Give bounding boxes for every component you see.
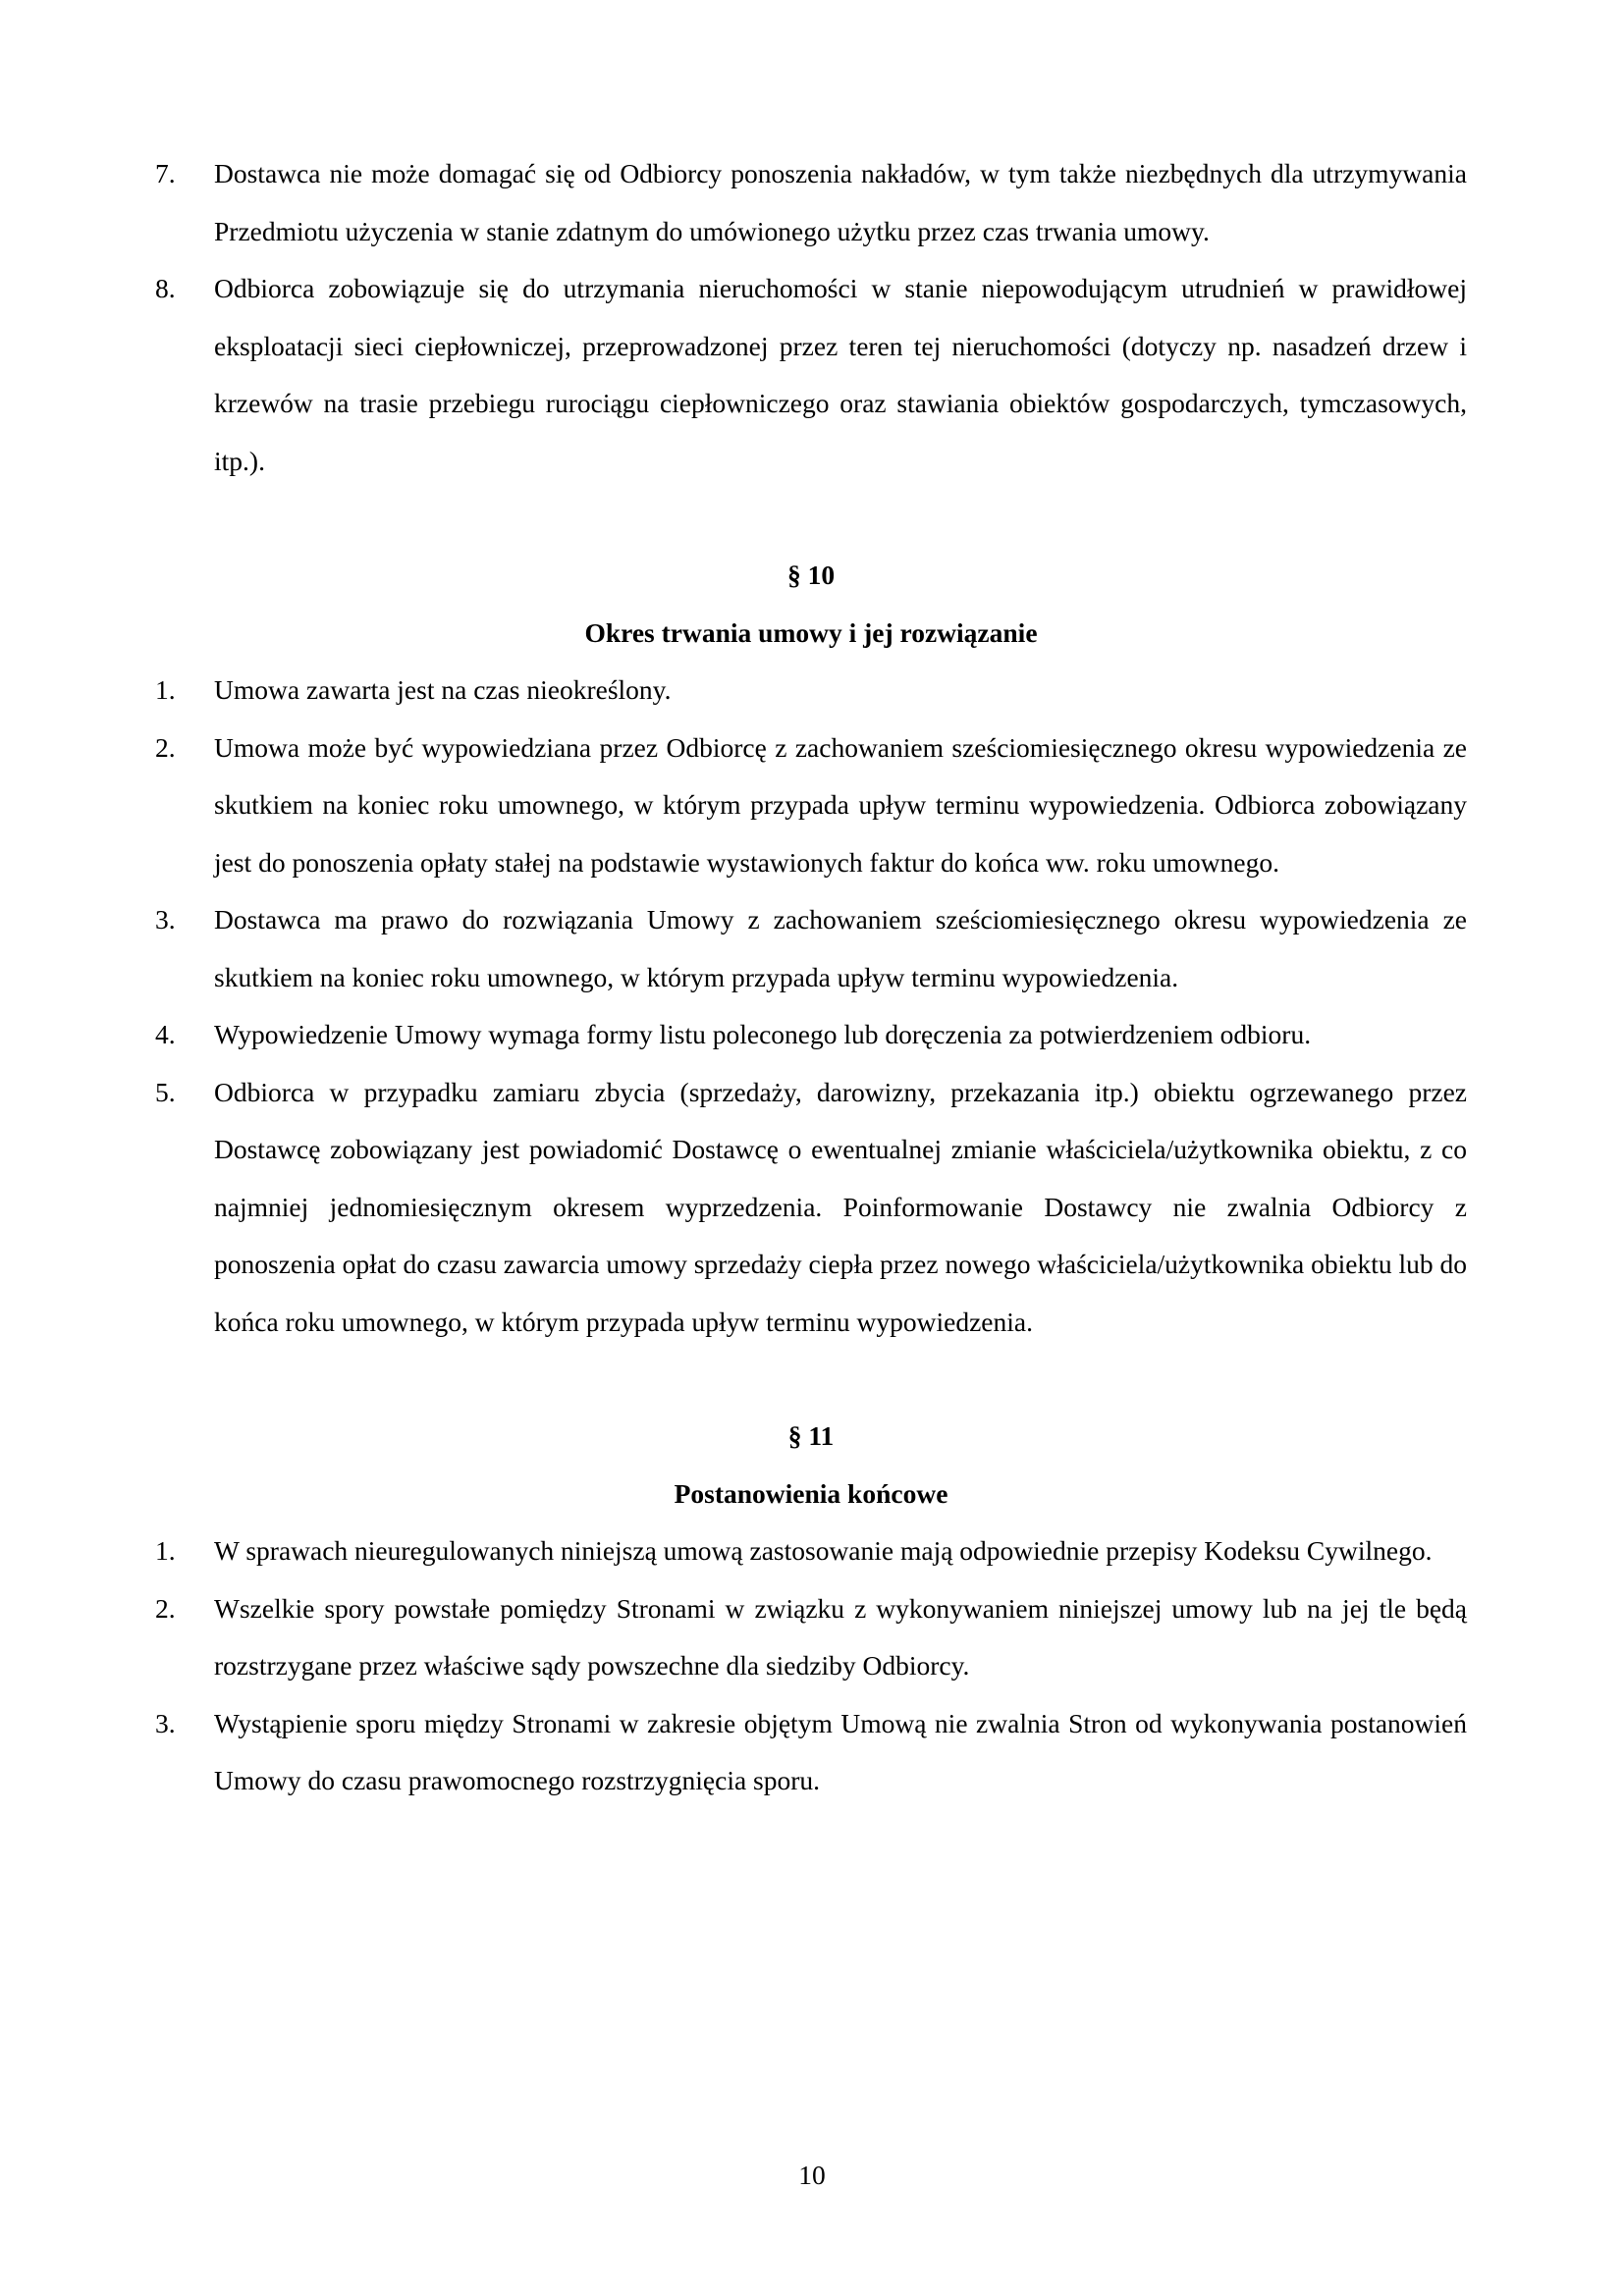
item-text: Dostawca nie może domagać się od Odbiorcy ponoszenia nakładów, w tym także niezbędnych dla utrzymywania Przedmiotu użyczenia w stanie zdatnym do umówionego użytku przez czas trwania umowy.: [214, 158, 1467, 246]
item-text: Odbiorca w przypadku zamiaru zbycia (sprzedaży, darowizny, przekazania itp.) obiektu ogrzewanego przez Dostawcę zobowiązany jest powiadomić Dostawcę o ewentualnej zmianie właściciela/użytkownika obiektu, z co najmniej jednomiesięcznym okresem wyprzedzenia. Poinformowanie Dostawcy nie zwalnia Odbiorcy z ponoszenia opłat do czasu zawarcia umowy sprzedaży ciepła przez nowego właściciela/użytkownika obiektu lub do końca roku umownego, w którym przypada upływ terminu wypowiedzenia.: [214, 1076, 1467, 1337]
document-page: [155, 145, 1467, 1810]
list-item-9-7: [155, 145, 1467, 260]
page-number: 10: [798, 2160, 826, 2190]
list-item-11-3: [155, 1695, 1467, 1810]
item-number: 2.: [155, 1592, 176, 1624]
item-text: Umowa zawarta jest na czas nieokreślony.: [214, 674, 672, 705]
section-10-number: § 10: [786, 560, 836, 590]
list-item-11-1: [155, 1522, 1467, 1580]
section-spacer: [155, 1351, 1467, 1408]
list-item-9-8: [155, 260, 1467, 490]
list-item-11-2: [155, 1580, 1467, 1695]
item-number: 3.: [155, 904, 176, 934]
section-11-title: Postanowienia końcowe: [674, 1477, 948, 1509]
item-number: 5.: [155, 1076, 176, 1107]
item-text: Dostawca ma prawo do rozwiązania Umowy z zachowaniem sześciomiesięcznego okresu wypowiedzenia ze skutkiem na koniec roku umownego, w którym przypada upływ terminu wypowiedzenia.: [214, 904, 1467, 992]
item-text: Wystąpienie sporu między Stronami w zakresie objętym Umową nie zwalnia Stron od wykonywania postanowień Umowy do czasu prawomocnego rozstrzygnięcia sporu.: [214, 1707, 1467, 1795]
item-text: Wszelkie spory powstałe pomiędzy Stronami w związku z wykonywaniem niniejszej umowy lub na jej tle będą rozstrzygane przez właściwe sądy powszechne dla siedziby Odbiorcy.: [214, 1592, 1467, 1681]
list-item-10-3: [155, 891, 1467, 1006]
list-item-10-1: [155, 662, 1467, 720]
item-text: Odbiorca zobowiązuje się do utrzymania nieruchomości w stanie niepowodującym utrudnień w prawidłowej eksploatacji sieci ciepłowniczej, przeprowadzonej przez teren tej nieruchomości (dotyczy np. nasadzeń drzew i krzewów na trasie przebiegu rurociągu ciepłowniczego oraz stawiania obiektów gospodarczych, tymczasowych, itp.).: [214, 273, 1467, 476]
item-text: W sprawach nieuregulowanych niniejszą umową zastosowanie mają odpowiednie przepisy Kodeksu Cywilnego.: [214, 1535, 1433, 1566]
item-text: Wypowiedzenie Umowy wymaga formy listu poleconego lub doręczenia za potwierdzeniem odbioru.: [214, 1019, 1312, 1049]
item-number: 4.: [155, 1019, 176, 1049]
list-item-10-4: [155, 1006, 1467, 1064]
item-number: 8.: [155, 273, 176, 303]
list-item-10-2: [155, 720, 1467, 892]
section-10-title: Okres trwania umowy i jej rozwiązanie: [584, 616, 1038, 648]
item-number: 1.: [155, 674, 176, 705]
item-number: 7.: [155, 158, 176, 188]
section-11-number: § 11: [787, 1420, 835, 1451]
list-item-10-5: [155, 1064, 1467, 1352]
item-number: 2.: [155, 731, 176, 763]
section-spacer: [155, 490, 1467, 547]
item-number: 3.: [155, 1707, 176, 1738]
item-text: Umowa może być wypowiedziana przez Odbiorcę z zachowaniem sześciomiesięcznego okresu wypowiedzenia ze skutkiem na koniec roku umownego, w którym przypada upływ terminu wypowiedzenia. Odbiorca zobowiązany jest do ponoszenia opłaty stałej na podstawie wystawionych faktur do końca ww. roku umownego.: [214, 731, 1467, 878]
item-number: 1.: [155, 1535, 176, 1566]
